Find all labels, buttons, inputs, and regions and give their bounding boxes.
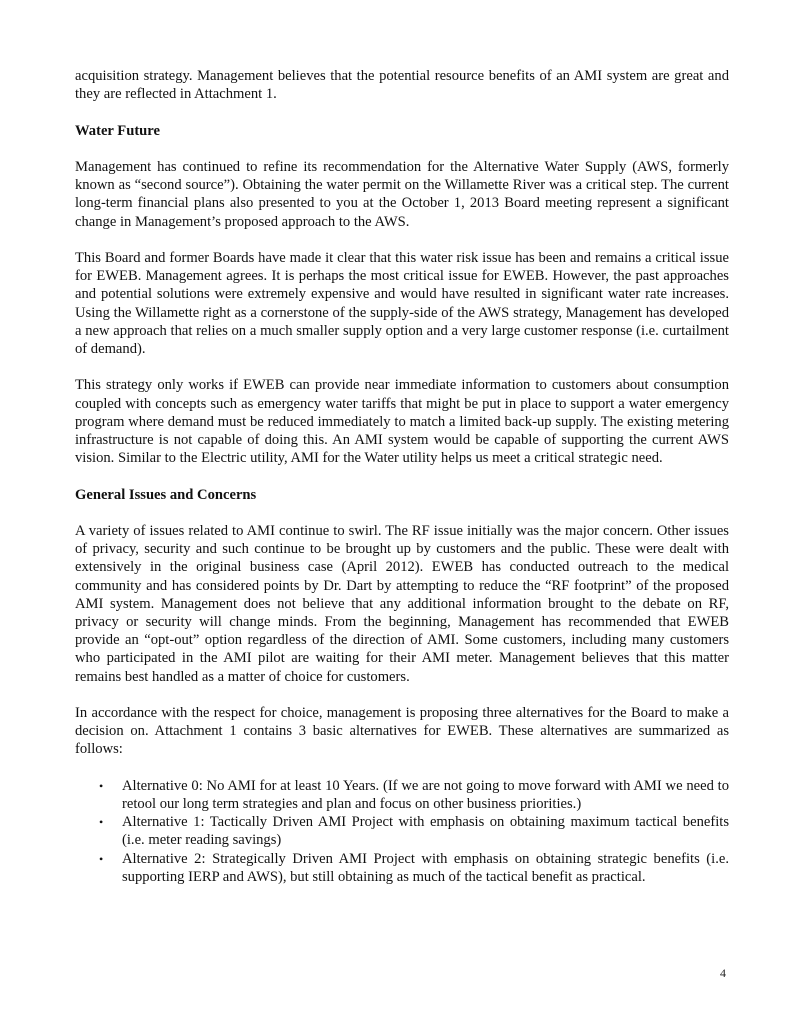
bullet-icon: • [99,851,104,866]
list-item-text: Alternative 1: Tactically Driven AMI Project with emphasis on obtaining maximum tactical benefits (i.e. meter reading savings) [122,814,729,849]
section-heading-water-future: Water Future [75,122,160,139]
water-future-paragraph-2: This Board and former Boards have made it clear that this water risk issue has been and remains a critical issue for EWEB. Management agrees. It is perhaps the most critical issue for EWEB. However, the past approaches and potential solutions were extremely expensive and would have resulted in significant water rate increases. Using the Willamette right as a cornerstone of the supply-side of the AWS strategy, Management has developed a new approach that relies on a much smaller supply option and a very large customer response (i.e. curtailment of demand). [75,249,729,357]
water-future-paragraph-1: Management has continued to refine its recommendation for the Alternative Water Supply (AWS, formerly known as “second source”). Obtaining the water permit on the Willamette River was a critical step. The current long-term financial plans also presented to you at the October 1, 2013 Board meeting represent a significant change in Management’s proposed approach to the AWS. [75,158,729,230]
list-item-alternative-0 [75,777,729,813]
general-issues-paragraph-2: In accordance with the respect for choice, management is proposing three alternatives for the Board to make a decision on. Attachment 1 contains 3 basic alternatives for EWEB. These alternatives are summarized as follows: [75,705,729,758]
list-item-alternative-1 [75,813,729,849]
document-page [75,67,729,886]
water-future-paragraph-3: This strategy only works if EWEB can provide near immediate information to customers about consumption coupled with concepts such as emergency water tariffs that might be put in place to support a water emergency program where demand must be reduced immediately to match a limited back-up supply. The existing metering infrastructure is not capable of doing this. An AMI system would be capable of supporting the current AWS vision. Similar to the Electric utility, AMI for the Water utility helps us meet a critical strategic need. [75,377,729,467]
list-item-text: Alternative 0: No AMI for at least 10 Years. (If we are not going to move forward with AMI we need to retool our long term strategies and plan and focus on other business priorities.) [122,777,729,812]
bullet-icon: • [99,778,104,793]
bullet-icon: • [99,815,104,830]
general-issues-paragraph-1: A variety of issues related to AMI continue to swirl. The RF issue initially was the major concern. Other issues of privacy, security and such continue to be brought up by customers and the public. These were dealt with extensively in the original business case (April 2012). EWEB has conducted outreach to the medical community and has considered points by Dr. Dart by attempting to reduce the “RF footprint” of the proposed AMI system. Management does not believe that any additional information brought to the debate on RF, privacy or security will change minds. From the beginning, Management has recommended that EWEB provide an “opt-out” option regardless of the direction of AMI. Some customers, including many customers who participated in the AMI pilot are waiting for their AMI meter. Management believes that this matter remains best handled as a matter of choice for customers. [75,522,729,685]
alternatives-list [75,777,729,886]
intro-paragraph: acquisition strategy. Management believes that the potential resource benefits of an AMI system are great and they are reflected in Attachment 1. [75,68,729,103]
list-item-text: Alternative 2: Strategically Driven AMI Project with emphasis on obtaining strategic benefits (i.e. supporting IERP and AWS), but still obtaining as much of the tactical benefit as practical. [122,850,729,885]
page-number: 4 [720,966,726,980]
section-heading-general-issues: General Issues and Concerns [75,486,257,503]
list-item-alternative-2 [75,850,729,886]
